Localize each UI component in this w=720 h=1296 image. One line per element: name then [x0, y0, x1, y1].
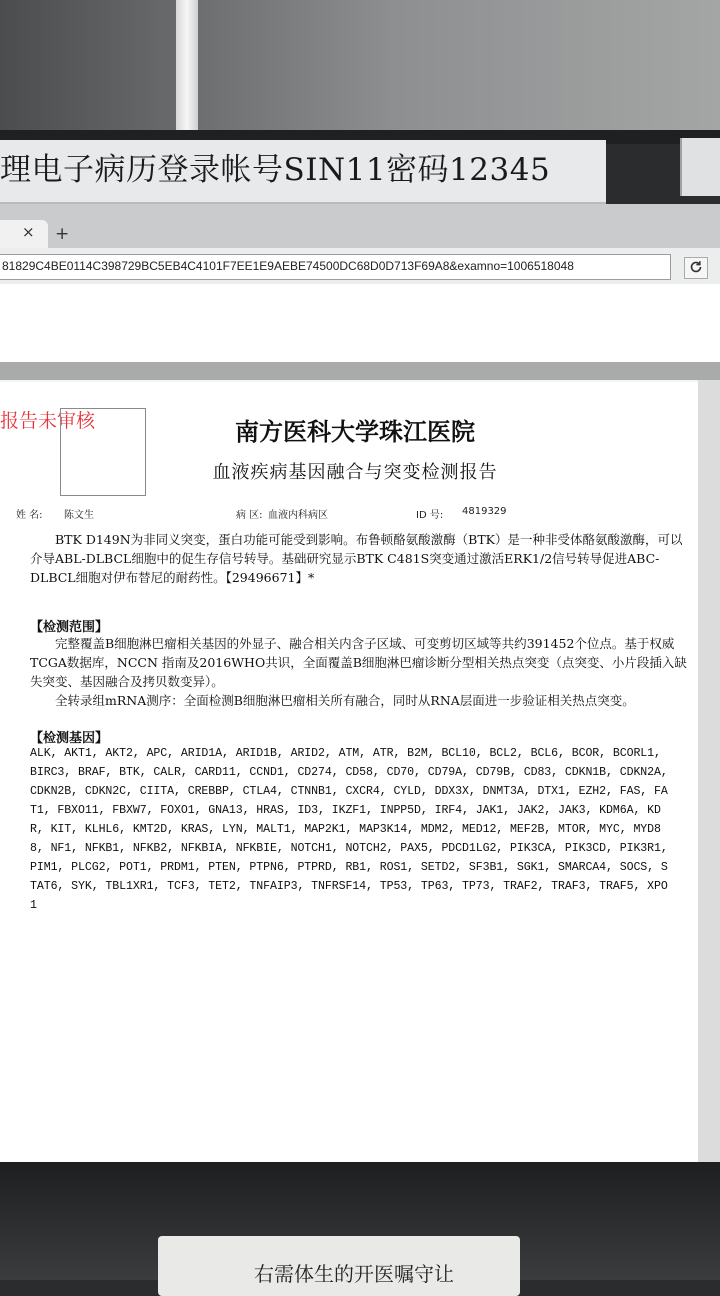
background-light-stripe — [176, 0, 198, 140]
gene-list: ALK, AKT1, AKT2, APC, ARID1A, ARID1B, ARID2, ATM, ATR, B2M, BCL10, BCL2, BCL6, BCOR, BCORL1, BIRC3, BRAF, BTK, CALR, CARD11, CCND1, CD274, CD58, CD70, CD79A, CD79B, CD83, CDKN1B, CDKN2A, CDKN2B, CDKN2C, CIITA, CREBBP, CTLA4, CTNNB1, CXCR4, CYLD, DDX3X, DNMT3A, DTX1, EZH2, FAS, FAT1, FBXO11, FBXW7, FOXO1, GNA13, HRAS, ID3, IKZF1, INPP5D, IRF4, JAK1, JAK2, JAK3, KDM6A, KDR, KIT, KLHL6, KMT2D, KRAS, LYN, MALT1, MAP2K1, MAP3K14, MDM2, MED12, MEF2B, MTOR, MYC, MYD88, NF1, NFKB1, NFKB2, NFKBIA, NFKBIE, NOTCH1, NOTCH2, PAX5, PDCD1LG2, PIK3CA, PIK3CD, PIK3R1, PIM1, PLCG2, POT1, PRDM1, PTEN, PTPN6, PTPRD, RB1, ROS1, SETD2, SF3B1, SGK1, SMARCA4, SOCS, STAT6, SYK, TBL1XR1, TCF3, TET2, TNFAIP3, TNFRSF14, TP53, TP63, TP73, TRAF2, TRAF3, TRAF5, XPO1 — [30, 747, 668, 912]
address-bar — [0, 248, 720, 285]
finding-text: BTK D149N为非同义突变，蛋白功能可能受到影响。布鲁顿酪氨酸激酶（BTK）是一种非受体酪氨酸激酶，可以介导ABL-DLBCL细胞中的促生存信号转导。基础研究显示BTK C481S突变通过激活ERK1/2信号转导促进ABC-DLBCL细胞对伊布替尼的耐药性。【29496671】* — [30, 532, 683, 585]
close-tab-icon[interactable]: × — [22, 223, 35, 241]
patient-id: 4819329 — [462, 506, 507, 517]
patient-id-label: ID 号: — [416, 510, 444, 521]
paper-note-bottom — [158, 1236, 520, 1296]
login-note-text: 理电子病历登录帐号SIN11密码12345 — [0, 152, 551, 188]
login-note-strip — [0, 140, 606, 204]
patient-name: 陈文生 — [64, 510, 94, 521]
vertical-scrollbar[interactable] — [698, 380, 720, 1170]
report-document — [0, 382, 698, 1164]
hospital-name: 南方医科大学珠江医院 — [235, 418, 475, 446]
patient-name-label: 姓 名: — [16, 510, 43, 521]
patient-photo-box — [60, 408, 146, 496]
paper-note-text: 右需体生的开医嘱守让 — [254, 1262, 454, 1286]
refresh-icon[interactable] — [684, 257, 708, 279]
tab-bar — [0, 204, 720, 248]
page-blank-area — [0, 284, 720, 362]
browser-window — [0, 204, 720, 1176]
scope-text-1: 完整覆盖B细胞淋巴瘤相关基因的外显子、融合相关内含子区域、可变剪切区域等共约391452个位点。基于权威TCGA数据库，NCCN 指南及2016WHO共识，全面覆盖B细胞淋巴瘤诊断分型相关热点突变（点突变、小片段插入缺失突变、基因融合及拷贝数变异）。 — [30, 636, 687, 689]
unreviewed-stamp: 报告未审核 — [0, 410, 96, 432]
scope-text-2: 全转录组mRNA测序：全面检测B细胞淋巴瘤相关所有融合，同时从RNA层面进一步验证相关热点突变。 — [55, 693, 635, 708]
background-wall — [0, 0, 720, 140]
url-text: 81829C4BE0114C398729BC5EB4C4101F7EE1E9AEBE74500DC68D0D713F69A8&examno=1006518048 — [2, 259, 574, 273]
note-strip-right — [680, 138, 720, 196]
new-tab-button[interactable]: + — [55, 224, 70, 244]
url-input[interactable] — [0, 254, 671, 280]
ward-value: 血液内科病区 — [268, 510, 328, 521]
ward-label: 病 区: — [236, 510, 263, 521]
scope-header: 【检测范围】 — [30, 620, 109, 635]
genes-header: 【检测基因】 — [30, 731, 109, 746]
page-header-band — [0, 362, 720, 380]
report-title: 血液疾病基因融合与突变检测报告 — [212, 462, 498, 483]
